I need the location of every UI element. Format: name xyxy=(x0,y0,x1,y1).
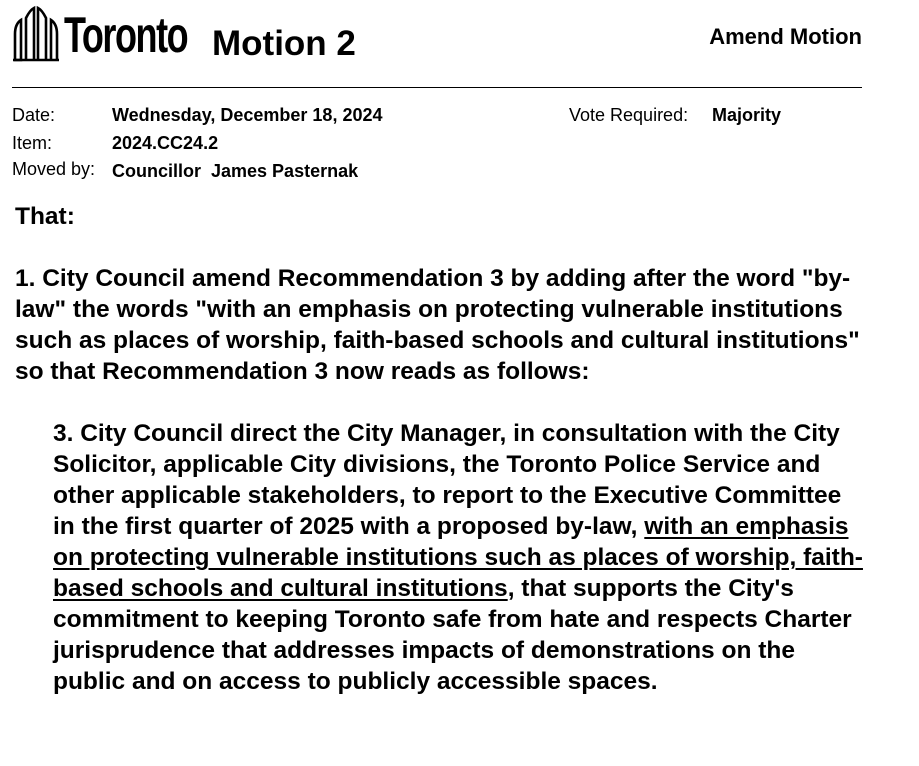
that-heading: That: xyxy=(15,203,75,230)
motion-title: Motion 2 xyxy=(212,24,356,63)
document-header xyxy=(12,4,862,88)
motion-type: Amend Motion xyxy=(709,24,862,49)
toronto-wordmark: Toronto xyxy=(64,7,188,63)
vote-required-value: Majority xyxy=(712,105,782,125)
city-hall-logo-icon xyxy=(12,4,60,62)
recommendation-3-inserted-text: with an emphasis on protecting vulnerable institutions such as places of worship, faith-based schools and cultural institutions xyxy=(53,513,863,602)
recommendation-3-text-start: 3. City Council direct the City Manager, in consultation with the City Solicitor, applicable City divisions, the Toronto Police Service and other applicable stakeholders, to report to the Executive Committee in the first quarter of 2025 with a proposed by-law, xyxy=(53,420,842,540)
recommendation-3-text-end: , that supports the City's commitment to keeping Toronto safe from hate and respects Charter jurisprudence that addresses impacts of demonstrations on the public and on access to publicly accessible spaces. xyxy=(53,575,852,695)
date-label: Date: xyxy=(12,105,56,125)
header-divider xyxy=(12,87,862,88)
item-label: Item: xyxy=(12,133,53,153)
item-value: 2024.CC24.2 xyxy=(112,133,219,153)
motion-body xyxy=(15,201,875,697)
recommendation-1: 1. City Council amend Recommendation 3 by adding after the word "by-law" the words "with an emphasis on protecting vulnerable institutions such as places of worship, faith-based schools and cultural institutions" so that Recommendation 3 now reads as follows: xyxy=(15,265,860,385)
date-value: Wednesday, December 18, 2024 xyxy=(112,105,383,125)
vote-required-label: Vote Required: xyxy=(569,105,689,125)
moved-by-label: Moved by: xyxy=(12,159,96,179)
recommendation-3 xyxy=(15,418,865,697)
moved-by-value: Councillor James Pasternak xyxy=(112,161,359,181)
